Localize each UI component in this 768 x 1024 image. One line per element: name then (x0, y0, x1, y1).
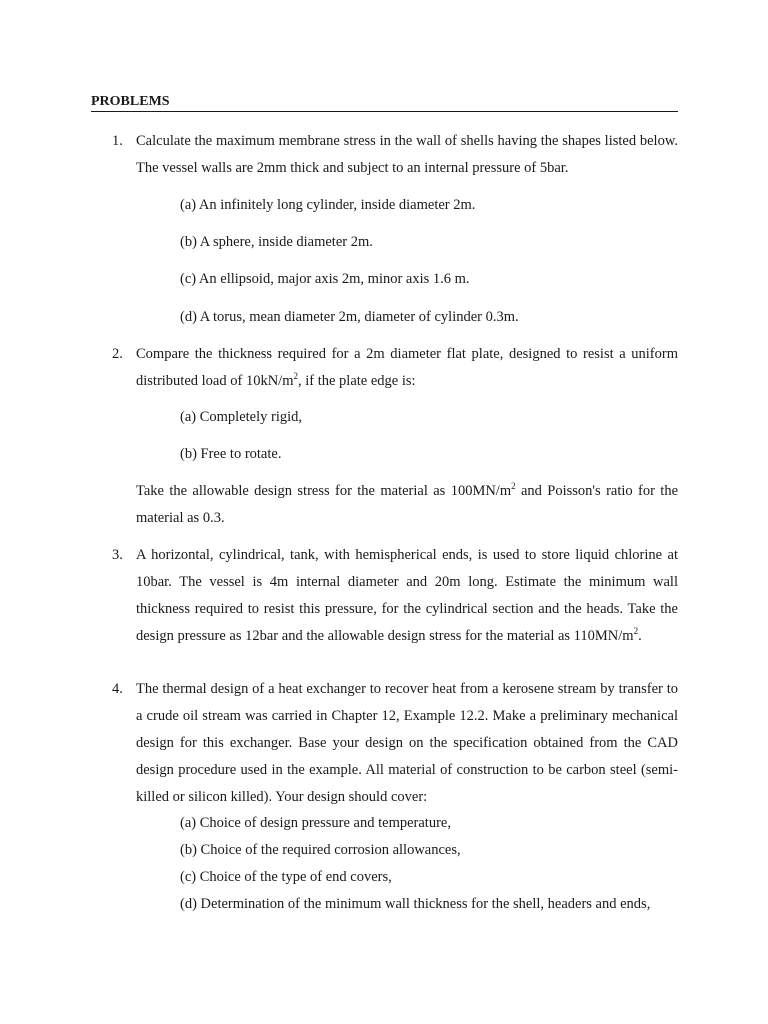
problem-3-text (136, 542, 678, 650)
section-heading: PROBLEMS (91, 94, 170, 109)
problem-2-note-superscript: 2 (511, 481, 516, 492)
problem-2-note-main: Take the allowable design stress for the material as 100MN/m (136, 483, 512, 499)
problem-2-text-tail: , if the plate edge is: (297, 373, 416, 389)
problem-1-number: 1. (112, 133, 123, 149)
problem-2-text (136, 341, 678, 395)
problem-1-item-b: (b) A sphere, inside diameter 2m. (180, 234, 373, 250)
problem-2-note (136, 478, 678, 532)
heading-rule (91, 111, 678, 112)
problem-1-item-c: (c) An ellipsoid, major axis 2m, minor axis 1.6 m. (180, 271, 470, 287)
problem-3-text-main: A horizontal, cylindrical, tank, with hemispherical ends, is used to store liquid chlorine at 10bar. The vessel is 4m internal diameter and 20m long. Estimate the minimum wall thickness required to resist this pressure, for the cylindrical section and the heads. Take the design pressure as 12bar and the allowable design stress for the material as 110MN/m (136, 547, 678, 644)
problem-4-item-a: (a) Choice of design pressure and temperature, (180, 815, 451, 831)
problem-4-item-d: (d) Determination of the minimum wall thickness for the shell, headers and ends, (180, 896, 651, 912)
problem-2-superscript: 2 (293, 371, 298, 382)
problem-2-number: 2. (112, 346, 123, 362)
problem-3-superscript: 2 (633, 626, 639, 637)
problem-2-item-a: (a) Completely rigid, (180, 409, 303, 425)
problem-3-text-tail: . (638, 628, 642, 644)
problem-4-item-c: (c) Choice of the type of end covers, (180, 869, 392, 885)
problem-3-number: 3. (112, 547, 123, 563)
problem-4-item-b: (b) Choice of the required corrosion allowances, (180, 842, 461, 858)
problem-1-item-a: (a) An infinitely long cylinder, inside diameter 2m. (180, 197, 476, 213)
problem-4-text: The thermal design of a heat exchanger to recover heat from a kerosene stream by transfer to a crude oil stream was carried in Chapter 12, Example 12.2. Make a preliminary mechanical design for this exchanger. Base your design on the specification obtained from the CAD design procedure used in the example. All material of construction to be carbon steel (semi-killed or silicon killed). Your design should cover: (136, 681, 678, 805)
problem-2-item-b: (b) Free to rotate. (180, 446, 282, 462)
problem-1-text: Calculate the maximum membrane stress in the wall of shells having the shapes listed below. The vessel walls are 2mm thick and subject to an internal pressure of 5bar. (136, 133, 678, 176)
problem-2-note-tail: and Poisson's ratio for the material as 0.3. (136, 483, 679, 526)
problem-2-text-main: Compare the thickness required for a 2m diameter flat plate, designed to resist a uniform distributed load of 10kN/m (136, 346, 678, 389)
problem-1-item-d: (d) A torus, mean diameter 2m, diameter of cylinder 0.3m. (180, 309, 519, 325)
problem-4-number: 4. (112, 681, 123, 697)
